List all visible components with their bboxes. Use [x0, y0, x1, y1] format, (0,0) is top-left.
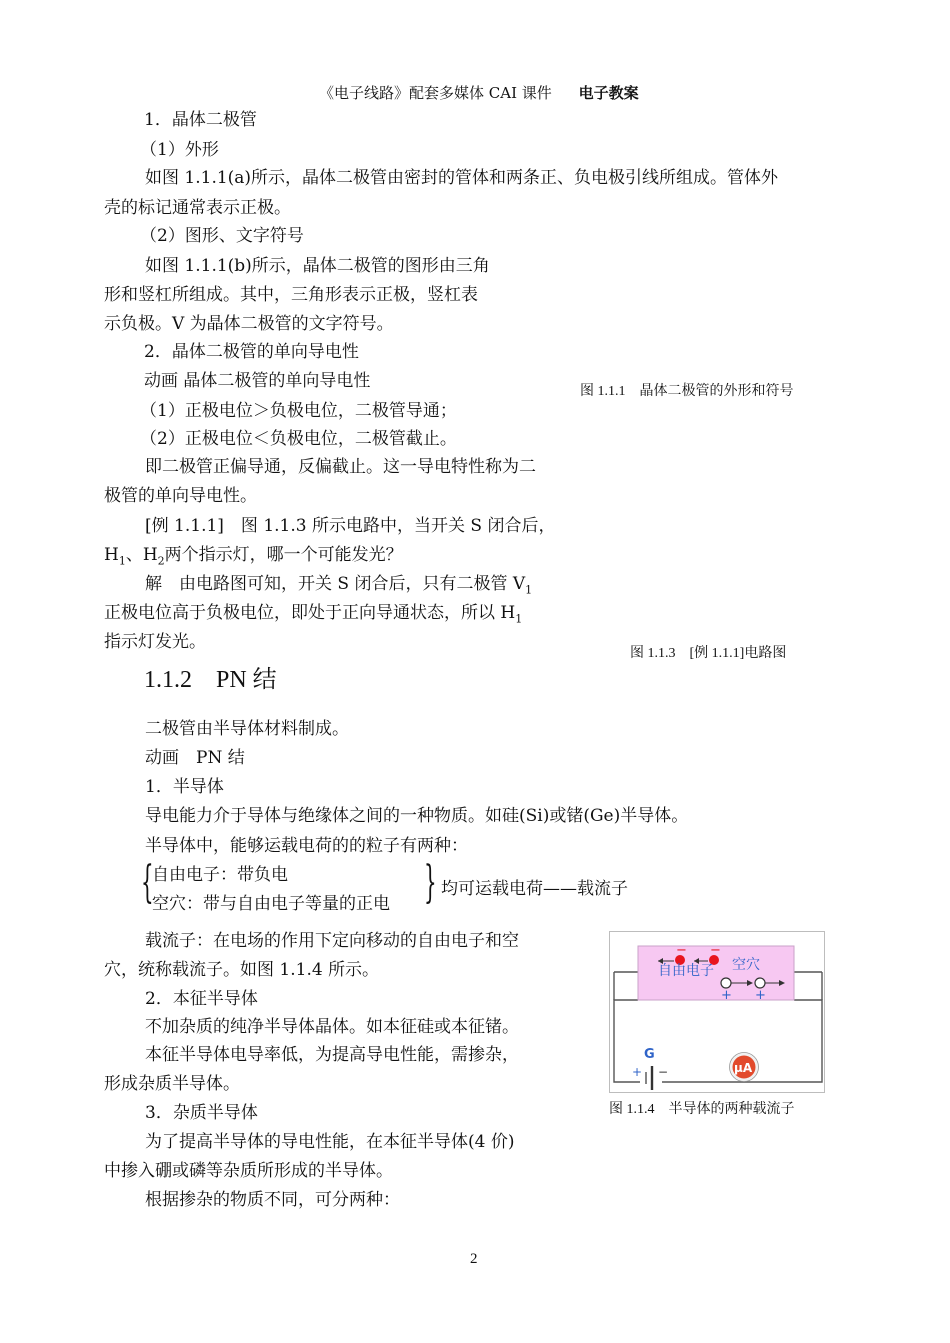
paragraph-line: 穴，统称载流子。如图 1.1.4 所示。 — [104, 960, 380, 980]
battery-plus: + — [632, 1065, 643, 1079]
condition-conduct: （1）正极电位＞负极电位，二极管导通； — [140, 401, 457, 421]
electron-minus: − — [676, 943, 687, 958]
heading-intrinsic: 2．本征半导体 — [145, 989, 258, 1009]
subheading-shape: （1）外形 — [140, 140, 219, 160]
caption-fig-1-1-1: 图 1.1.1 晶体二极管的外形和符号 — [580, 384, 794, 399]
paragraph-line: 半导体中，能够运载电荷的的粒子有两种： — [145, 836, 468, 856]
animation-link[interactable]: 动画 PN 结 — [145, 748, 245, 768]
carrier-circuit-diagram — [610, 932, 824, 1092]
paragraph-line: 极管的单向导电性。 — [104, 486, 257, 506]
battery-minus: − — [658, 1065, 669, 1079]
paragraph-line: 导电能力介于导体与绝缘体之间的一种物质。如硅(Si)或锗(Ge)半导体。 — [145, 806, 689, 826]
animation-link[interactable]: 动画 晶体二极管的单向导电性 — [144, 371, 371, 391]
page-header — [319, 82, 639, 103]
paragraph-line: 即二极管正偏导通，反偏截止。这一导电特性称为二 — [145, 457, 536, 477]
heading-extrinsic: 3．杂质半导体 — [145, 1103, 258, 1123]
paragraph-line: 不加杂质的纯净半导体晶体。如本征硅或本征锗。 — [145, 1017, 519, 1037]
paragraph-line: 为了提高半导体的导电性能，在本征半导体(4 价) — [145, 1132, 515, 1152]
carrier-hole: 空穴：带与自由电子等量的正电 — [152, 894, 390, 914]
paragraph-line: 形和竖杠所组成。其中，三角形表示正极，竖杠表 — [104, 285, 478, 305]
battery-label: G — [644, 1047, 655, 1062]
paragraph-line: 壳的标记通常表示正极。 — [104, 198, 291, 218]
paragraph-line: 载流子：在电场的作用下定向移动的自由电子和空 — [145, 931, 519, 951]
label-free-electron: 自由电子 — [658, 963, 714, 979]
paragraph-line: 示负极。V 为晶体二极管的文字符号。 — [104, 314, 394, 334]
example-solution-line3: 指示灯发光。 — [104, 632, 206, 652]
figure-carriers — [609, 931, 825, 1093]
paragraph-line: 中掺入硼或磷等杂质所形成的半导体。 — [104, 1161, 393, 1181]
label-hole: 空穴 — [732, 957, 760, 973]
subheading-symbol: （2）图形、文字符号 — [140, 226, 304, 246]
left-brace: { — [141, 857, 154, 908]
carrier-note: 均可运载电荷——载流子 — [441, 879, 628, 899]
electron-minus: − — [710, 943, 721, 958]
hole-circle — [721, 978, 731, 988]
paragraph-line: 根据掺杂的物质不同，可分两种： — [145, 1190, 400, 1210]
caption-fig-1-1-3: 图 1.1.3 [例 1.1.1]电路图 — [630, 646, 787, 661]
paragraph-line: 二极管由半导体材料制成。 — [145, 719, 349, 739]
carrier-electron: 自由电子：带负电 — [152, 865, 288, 885]
example-question: [例 1.1.1] 图 1.1.3 所示电路中，当开关 S 闭合后， — [145, 516, 556, 536]
hole-circle — [755, 978, 765, 988]
ammeter-label: μA — [734, 1061, 753, 1075]
paragraph-line: 形成杂质半导体。 — [104, 1074, 240, 1094]
heading-semiconductor: 1．半导体 — [145, 777, 224, 797]
heading-unidirectional: 2．晶体二极管的单向导电性 — [144, 342, 359, 362]
example-solution: 解 由电路图可知，开关 S 闭合后，只有二极管 $V_1$ — [145, 574, 533, 597]
paragraph-line: 如图 1.1.1(b)所示，晶体二极管的图形由三角 — [145, 256, 490, 276]
hole-plus: + — [721, 988, 732, 1003]
page-number: 2 — [470, 1251, 478, 1267]
right-brace: } — [424, 857, 437, 908]
example-solution-line2: 正极电位高于负极电位，即处于正向导通状态，所以 $H_1$ — [104, 603, 523, 626]
paragraph-line: 如图 1.1.1(a)所示，晶体二极管由密封的管体和两条正、负电极引线所组成。管体外 — [145, 168, 779, 188]
example-question-line2: $H_1$、$H_2$两个指示灯，哪一个可能发光？ — [104, 545, 403, 568]
caption-fig-1-1-4: 图 1.1.4 半导体的两种载流子 — [609, 1102, 795, 1117]
hole-plus: + — [755, 988, 766, 1003]
paragraph-line: 本征半导体电导率低，为提高导电性能，需掺杂， — [145, 1045, 519, 1065]
header-tag: 电子教案 — [578, 84, 639, 102]
heading-diode: 1．晶体二极管 — [144, 110, 257, 130]
condition-cutoff: （2）正极电位＜负极电位，二极管截止。 — [140, 429, 457, 449]
section-heading-pn-junction: 1.1.2 PN 结 — [144, 667, 277, 693]
header-title: 《电子线路》配套多媒体 CAI 课件 — [319, 84, 552, 102]
